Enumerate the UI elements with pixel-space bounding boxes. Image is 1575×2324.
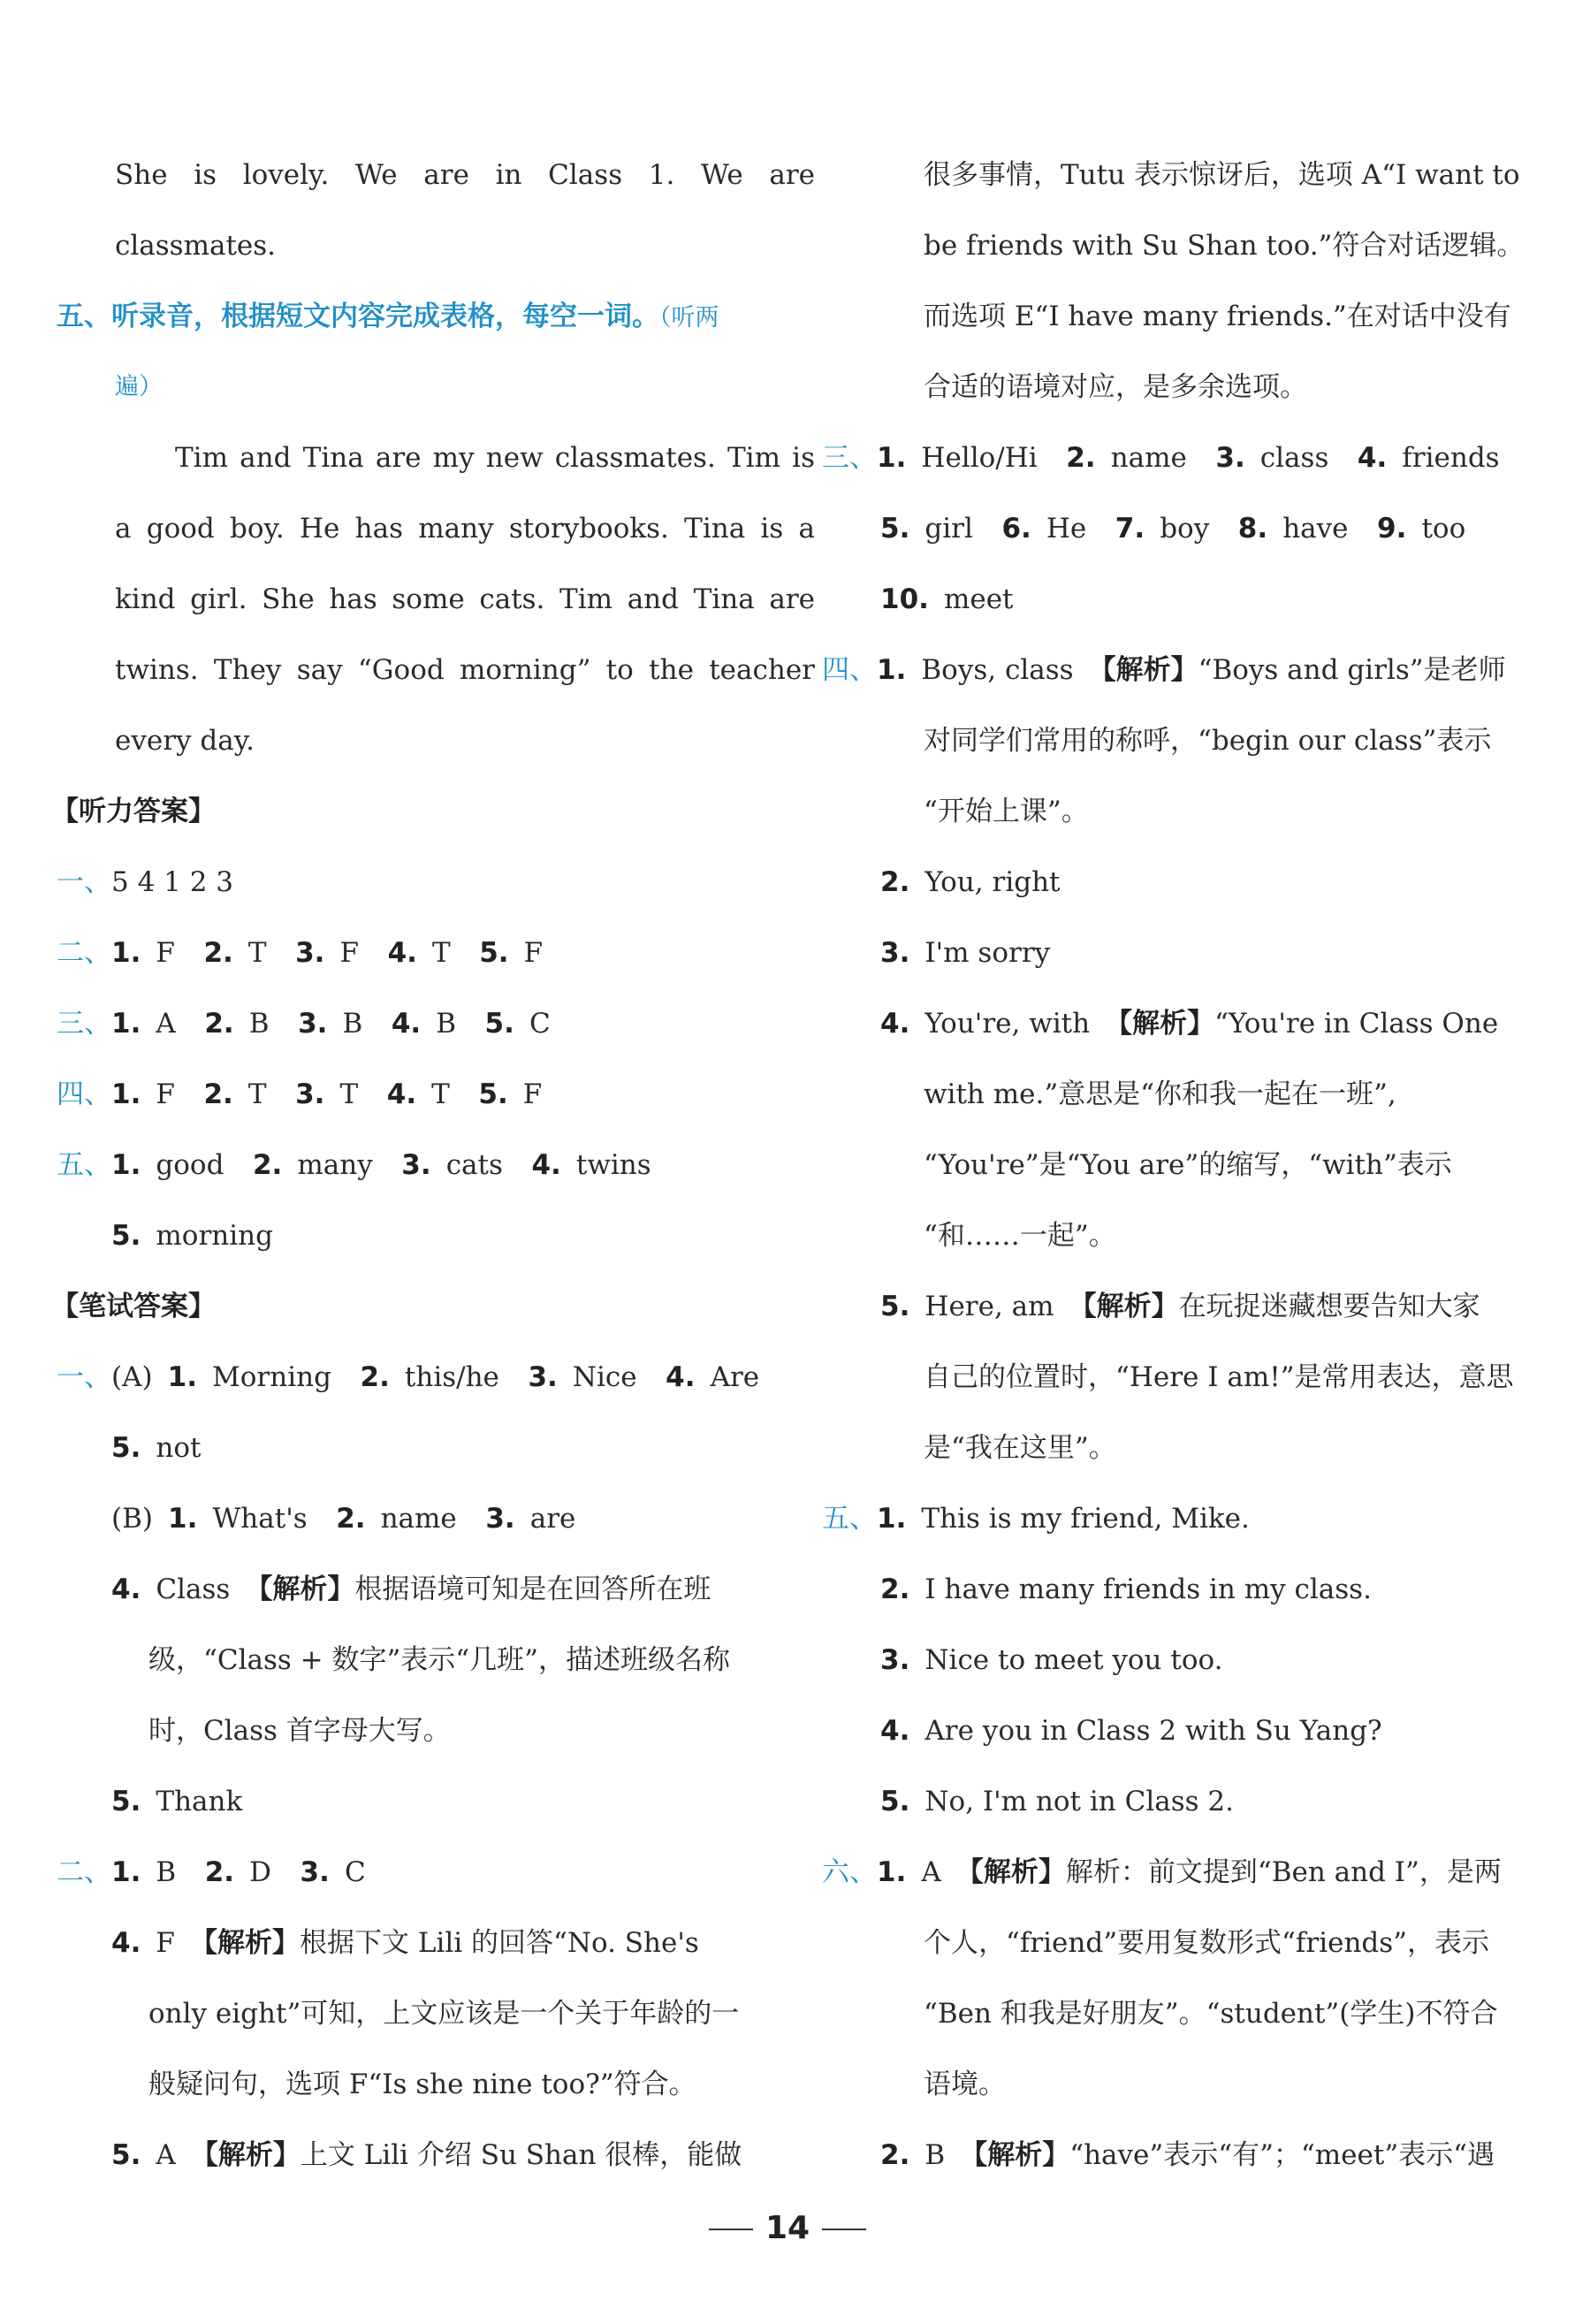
answer-value: No, I'm not in Class 2. [924, 1786, 1234, 1817]
text-line: 时，Class 首字母大写。 [148, 1715, 451, 1747]
answer-number: 1. [111, 937, 141, 969]
answer-value: friends [1402, 442, 1500, 474]
answer-number: 5. [478, 1078, 508, 1110]
answer-row: 4. F 【解析】根据下文 Lili 的回答“No. She's [111, 1927, 699, 1959]
answer-list [168, 1361, 760, 1393]
answer-row: 三、1. A 2. B 3. B 4. B 5. C [57, 1008, 551, 1040]
answer-row [880, 1572, 1372, 1607]
answer-value: He [1046, 513, 1087, 545]
text-line: “You're”是“You are”的缩写，“with”表示 [924, 1149, 1452, 1181]
text-line: 语境。 [924, 2069, 1006, 2100]
answer-value: name [380, 1503, 457, 1535]
answer-row: 2. B 【解析】“have”表示“有”；“meet”表示“遇 [880, 2139, 1495, 2171]
answer-number: 2. [880, 866, 910, 898]
answer-row: 六、1. A 【解析】解析：前文提到“Ben and I”，是两 [822, 1856, 1502, 1888]
answer-number: 1. [877, 1503, 907, 1535]
answer-row: 一、(A) 1. Morning 2. this/he 3. Nice 4. Are [57, 1361, 760, 1393]
text-line: 很多事情，Tutu 表示惊讶后，选项 A“I want to [924, 159, 1520, 191]
answer-value: You, right [924, 866, 1061, 898]
answer-list [877, 1503, 1250, 1535]
answer-number: 1. [167, 1361, 197, 1393]
answer-value: twins [575, 1149, 651, 1181]
section-heading: 五、听录音，根据短文内容完成表格，每空一词。（听两 [57, 301, 719, 332]
answer-value: not [156, 1432, 202, 1464]
answer-number: 2. [204, 1008, 234, 1040]
answer-number: 3. [1215, 442, 1245, 474]
text-line: “开始上课”。 [924, 796, 1089, 827]
answer-value: C [529, 1008, 551, 1040]
answer-value: What's [212, 1503, 308, 1535]
text-line: every day. [115, 725, 255, 757]
answer-number: 2. [252, 1149, 283, 1181]
answer-value: many [297, 1149, 373, 1181]
answer-list [880, 937, 1050, 969]
answer-value: this/he [404, 1361, 499, 1393]
text-line: twins. They say “Good morning” to the teacher [115, 654, 815, 686]
answer-number: 3. [401, 1149, 431, 1181]
answer-row: 4. You're, with 【解析】“You're in Class One [880, 1008, 1499, 1040]
text-line: kind girl. She has some cats. Tim and Tina are [115, 583, 815, 615]
answer-value: I have many friends in my class. [924, 1573, 1372, 1605]
text-line: She is lovely. We are in Class 1. We are [115, 159, 815, 191]
answer-list [880, 1786, 1234, 1817]
answer-row: 五、1. good 2. many 3. cats 4. twins [57, 1149, 651, 1181]
text-line: 般疑问句，选项 F“Is she nine too?”符合。 [148, 2069, 696, 2100]
answer-value: girl [924, 513, 973, 545]
answer-row [111, 1218, 273, 1253]
answer-list [111, 1220, 273, 1252]
answer-value: morning [156, 1220, 273, 1252]
answer-value: B [248, 1008, 270, 1040]
answer-list [880, 1644, 1222, 1676]
text-line: 合适的语境对应，是多余选项。 [924, 371, 1307, 403]
answer-list [111, 1008, 551, 1040]
answer-row: 二、1. F 2. T 3. F 4. T 5. F [57, 937, 544, 969]
answer-list [880, 866, 1061, 898]
answer-list [111, 937, 543, 969]
answer-number: 3. [880, 937, 910, 969]
answer-value: A [156, 1008, 176, 1040]
answer-row: 三、1. Hello/Hi 2. name 3. class 4. friends [822, 442, 1500, 474]
text-line: 是“我在这里”。 [924, 1432, 1116, 1464]
answer-value: boy [1160, 513, 1210, 545]
answer-number: 3. [485, 1503, 515, 1535]
page-number: 14 [0, 2210, 1575, 2246]
answer-number: 7. [1115, 513, 1145, 545]
answer-row: 二、1. B 2. D 3. C [57, 1856, 366, 1888]
answer-row: 五、1. This is my friend, Mike. [822, 1503, 1250, 1535]
answer-number: 4. [531, 1149, 561, 1181]
answer-value: T [247, 1078, 267, 1110]
text-line: Tim and Tina are my new classmates. Tim is [175, 442, 815, 474]
answer-value: F [156, 1078, 175, 1110]
answer-row [880, 865, 1061, 900]
answer-number: 5. [111, 1432, 141, 1464]
dash-left [709, 2229, 753, 2230]
answer-value: F [522, 1078, 543, 1110]
answer-list [168, 1503, 575, 1535]
dash-right [822, 2229, 866, 2230]
answer-number: 2. [203, 937, 233, 969]
answer-number: 2. [1066, 442, 1096, 474]
text-line: 个人，“friend”要用复数形式“friends”，表示 [924, 1927, 1490, 1959]
answer-list [880, 583, 1014, 615]
text-line: “和……一起”。 [924, 1220, 1116, 1252]
answer-value: C [344, 1856, 366, 1888]
text-line: be friends with Su Shan too.”符合对话逻辑。 [924, 230, 1525, 262]
answer-value: class [1259, 442, 1329, 474]
answer-number: 9. [1377, 513, 1407, 545]
answer-list [111, 1149, 651, 1181]
answer-number: 4. [387, 937, 417, 969]
answer-value: too [1421, 513, 1466, 545]
answer-number: 5. [880, 513, 910, 545]
answer-number: 5. [111, 1220, 141, 1252]
answer-value: are [529, 1503, 576, 1535]
answer-value: B [156, 1856, 177, 1888]
answer-number: 1. [877, 442, 907, 474]
answer-list [111, 1786, 242, 1817]
answer-number: 2. [203, 1078, 233, 1110]
answer-row: 四、1. F 2. T 3. T 4. T 5. F [57, 1078, 543, 1110]
answer-number: 4. [666, 1361, 696, 1393]
answer-value: B [342, 1008, 363, 1040]
answer-number: 3. [880, 1644, 910, 1676]
answer-list [880, 513, 1465, 545]
answer-value: Nice to meet you too. [924, 1644, 1223, 1676]
answer-value: Hello/Hi [921, 442, 1038, 474]
answer-row: 一、5 4 1 2 3 [57, 866, 234, 898]
answer-number: 2. [880, 1573, 910, 1605]
answer-value: Thank [156, 1786, 243, 1817]
answer-number: 3. [295, 1078, 325, 1110]
answer-value: Nice [572, 1361, 637, 1393]
answer-value: good [156, 1149, 224, 1181]
answer-row [880, 1642, 1222, 1678]
listening-answers-header: 【听力答案】 [51, 796, 216, 827]
answer-number: 4. [1357, 442, 1388, 474]
answer-row [880, 935, 1050, 971]
answer-value: D [249, 1856, 271, 1888]
answer-row [880, 582, 1014, 617]
answer-number: 1. [168, 1503, 198, 1535]
answer-value: I'm sorry [924, 937, 1051, 969]
answer-list [111, 1078, 542, 1110]
answer-number: 3. [528, 1361, 558, 1393]
text-line: classmates. [115, 230, 277, 262]
answer-number: 1. [111, 1078, 141, 1110]
answer-number: 4. [386, 1078, 417, 1110]
answer-list [111, 1432, 202, 1464]
answer-number: 4. [391, 1008, 422, 1040]
answer-value: Morning [212, 1361, 331, 1393]
answer-number: 6. [1001, 513, 1031, 545]
answer-number: 8. [1237, 513, 1268, 545]
answer-value: name [1110, 442, 1187, 474]
answer-value: T [247, 937, 267, 969]
answer-list [880, 1715, 1382, 1747]
answer-list [880, 1573, 1372, 1605]
answer-number: 5. [111, 1786, 141, 1817]
answer-value: T [431, 1078, 450, 1110]
answer-value: Are you in Class 2 with Su Yang? [924, 1715, 1382, 1747]
text-line: 自己的位置时，“Here I am!”是常用表达，意思 [924, 1361, 1514, 1393]
answer-number: 1. [111, 1149, 141, 1181]
answer-row [111, 1784, 242, 1819]
answer-number: 1. [111, 1856, 141, 1888]
text-line: 级，“Class + 数字”表示“几班”，描述班级名称 [148, 1644, 731, 1676]
answer-number: 2. [204, 1856, 235, 1888]
answer-row [880, 1713, 1382, 1749]
answer-value: cats [445, 1149, 503, 1181]
answer-list [877, 442, 1500, 474]
answer-value: T [431, 937, 451, 969]
text-line: a good boy. He has many storybooks. Tina is a [115, 513, 815, 545]
answer-number: 2. [336, 1503, 366, 1535]
answer-number: 1. [111, 1008, 141, 1040]
answer-value: T [339, 1078, 359, 1110]
answer-row: 5. A 【解析】上文 Lili 介绍 Su Shan 很棒，能做 [111, 2139, 742, 2171]
answer-value: F [156, 937, 175, 969]
answer-number: 2. [360, 1361, 390, 1393]
text-line: 对同学们常用的称呼，“begin our class”表示 [924, 725, 1492, 757]
answer-value: F [523, 937, 544, 969]
text-line: 而选项 E“I have many friends.”在对话中没有 [924, 301, 1511, 332]
answer-value: This is my friend, Mike. [921, 1503, 1250, 1535]
answer-row: (B) 1. What's 2. name 3. are [111, 1503, 576, 1535]
answer-value: B [436, 1008, 456, 1040]
text-line: “Ben 和我是好朋友”。“student”(学生)不符合 [924, 1998, 1498, 2030]
answer-value: meet [943, 583, 1014, 615]
answer-row [880, 1784, 1234, 1819]
answer-row: 四、1. Boys, class 【解析】“Boys and girls”是老师 [822, 654, 1506, 686]
answer-row: 4. Class 【解析】根据语境可知是在回答所在班 [111, 1573, 711, 1605]
answer-row: 5. Here, am 【解析】在玩捉迷藏想要告知大家 [880, 1291, 1480, 1322]
answer-row [880, 511, 1465, 546]
answer-number: 3. [295, 937, 325, 969]
answer-number: 10. [880, 583, 929, 615]
answer-number: 3. [298, 1008, 328, 1040]
answer-value: have [1282, 513, 1349, 545]
answer-number: 4. [880, 1715, 910, 1747]
section-heading-note: 遍） [115, 373, 163, 400]
answer-value: F [339, 937, 360, 969]
text-line: only eight”可知，上文应该是一个关于年龄的一 [148, 1998, 740, 2030]
answer-row [111, 1430, 202, 1466]
answer-value: Are [710, 1361, 760, 1393]
answer-number: 5. [880, 1786, 910, 1817]
answer-number: 5. [479, 937, 509, 969]
answer-number: 5. [484, 1008, 514, 1040]
text-line: with me.”意思是“你和我一起在一班”, [924, 1078, 1396, 1110]
written-answers-header: 【笔试答案】 [51, 1291, 216, 1322]
answer-number: 3. [300, 1856, 330, 1888]
answer-list [111, 1856, 366, 1888]
